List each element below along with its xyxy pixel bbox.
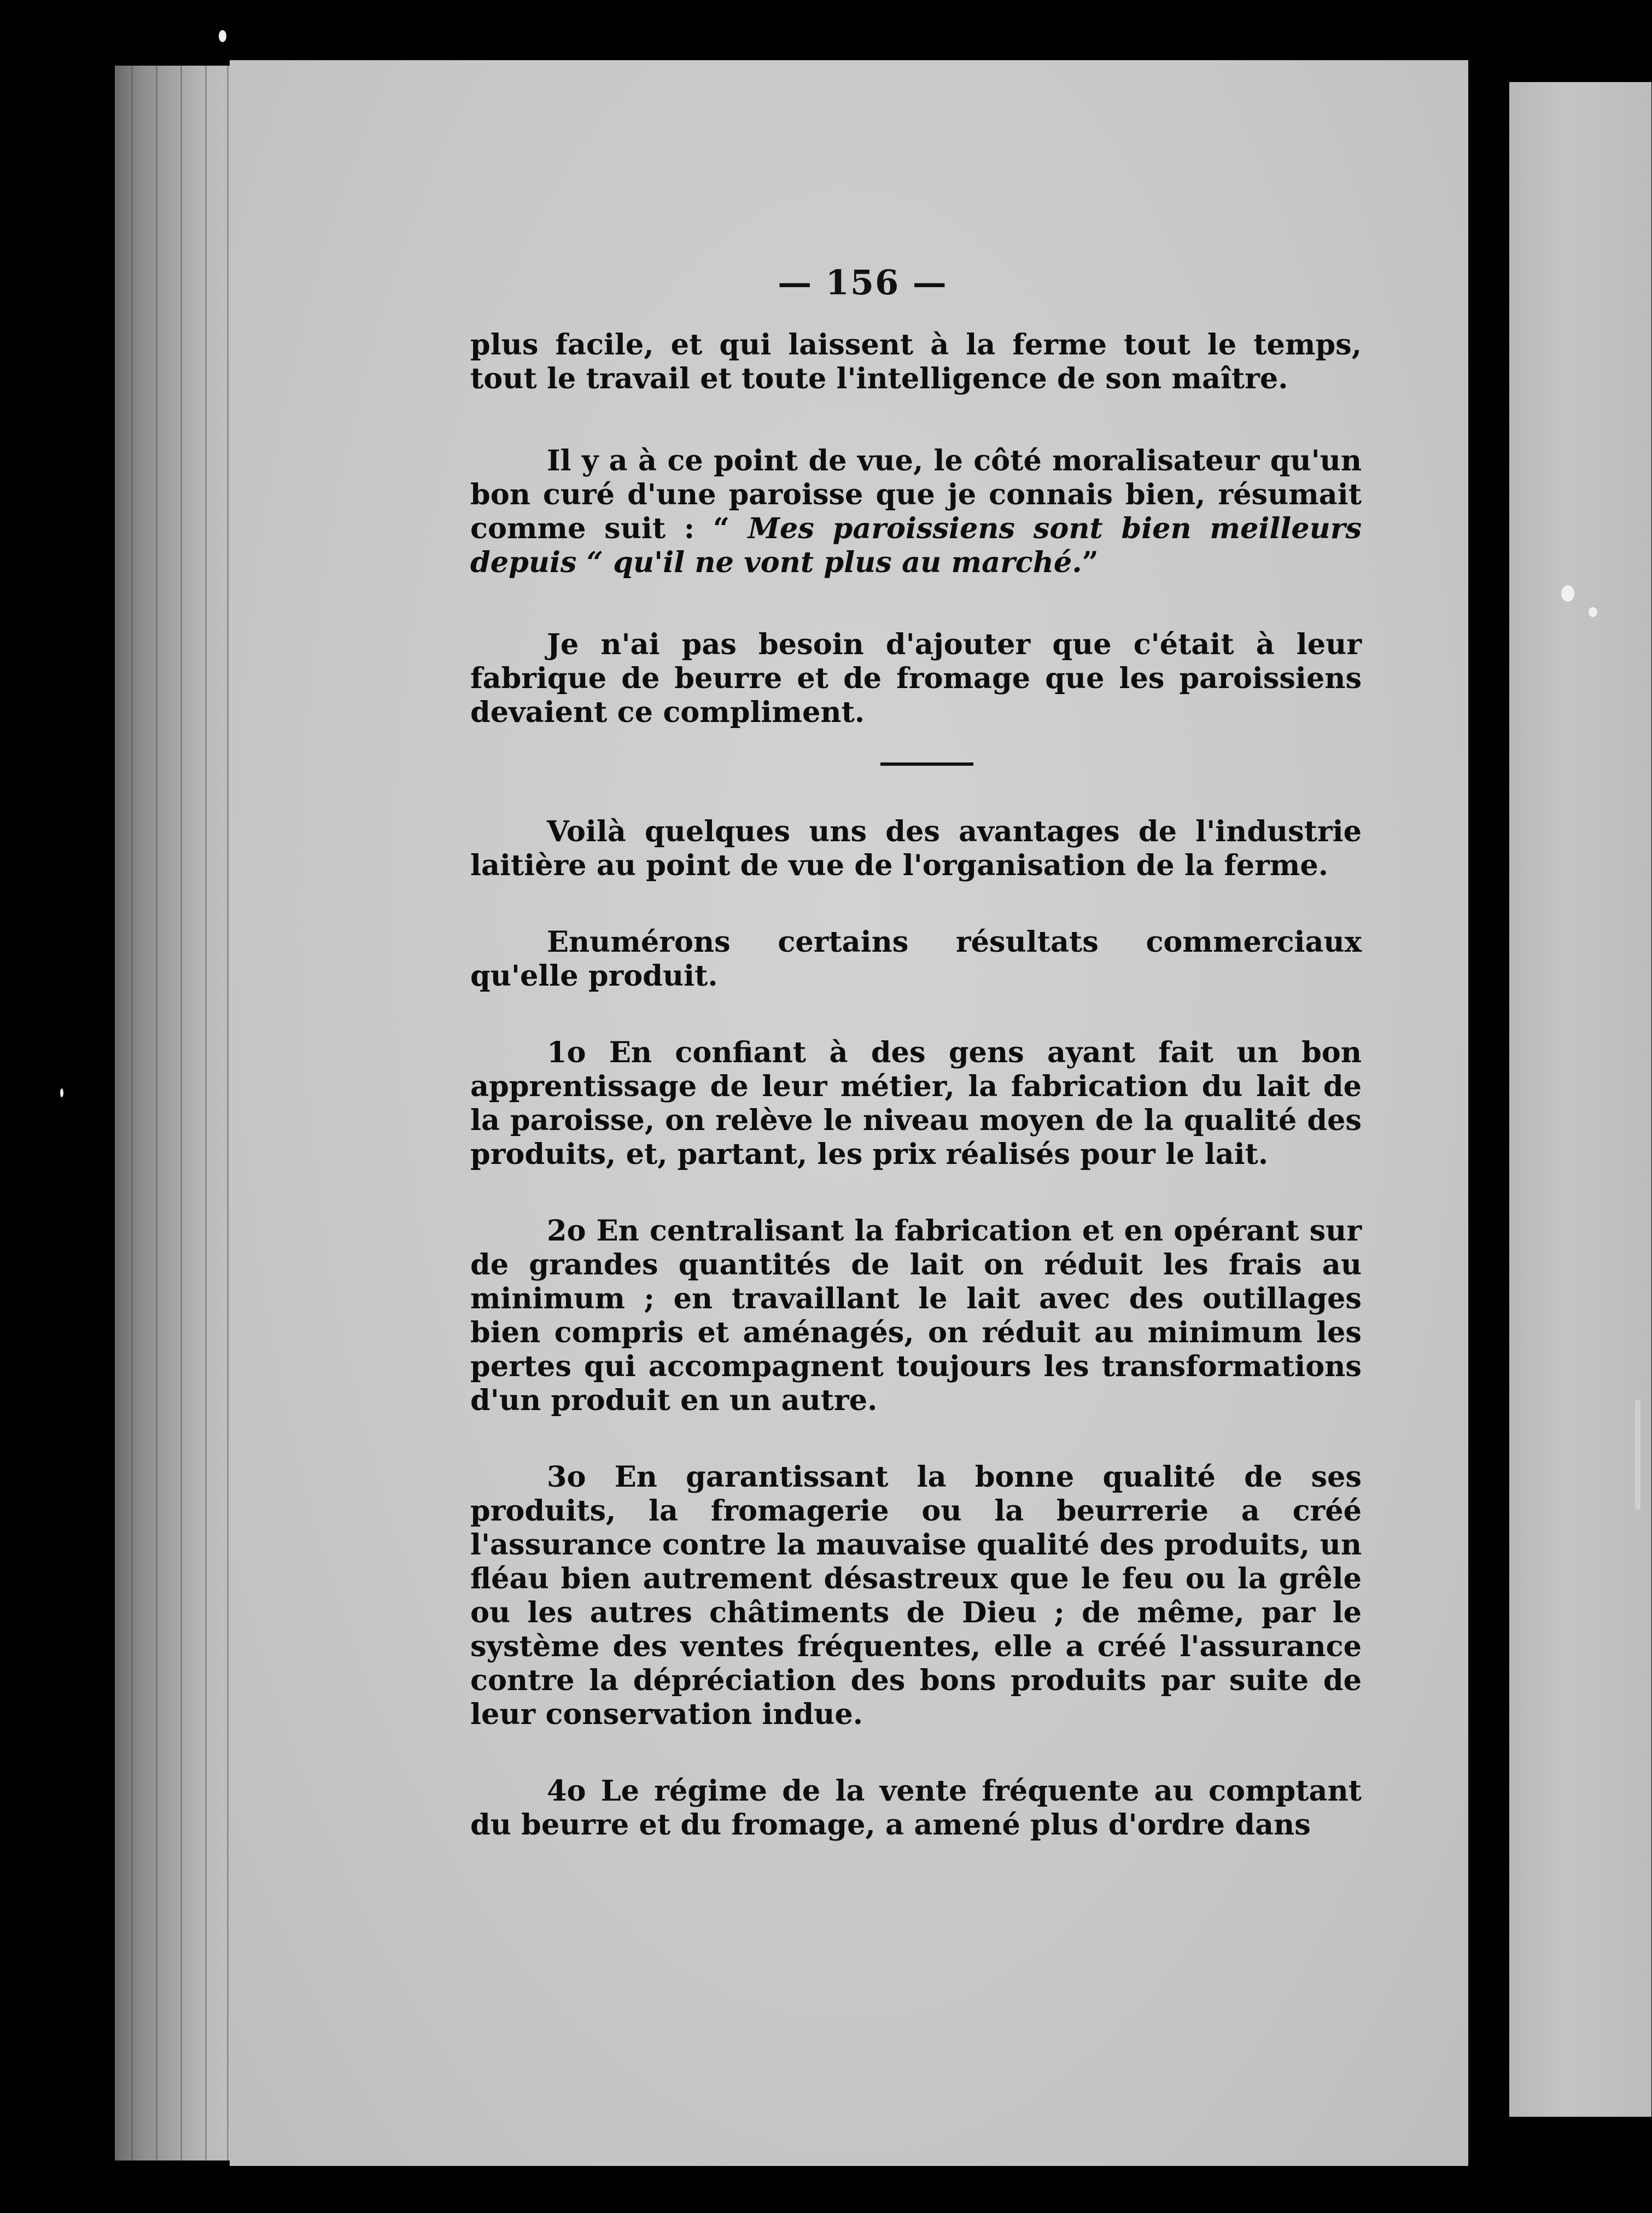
paragraph-9: 4o Le régime de la vente fréquente au comptant du beurre et du fromage, a amené plus d'ordre dans bbox=[470, 1774, 1362, 1842]
paragraph-6: 1o En confiant à des gens ayant fait un bon apprentissage de leur métier, la fabrication du lait de la paroisse, on relève le niveau moyen de la qualité des produits, et, partant, les prix réalisés pour le lait. bbox=[470, 1036, 1362, 1171]
book-page bbox=[230, 60, 1468, 2166]
paragraph-2 bbox=[470, 444, 1362, 580]
paragraph-7: 2o En centralisant la fabrication et en opérant sur de grandes quantités de lait on réduit les frais au minimum ; en travaillant le lait avec des outillages bien compris et aménagés, on réduit au minimum les pertes qui accompagnent toujours les transformations d'un produit en un autre. bbox=[470, 1214, 1362, 1417]
page-text bbox=[470, 328, 1362, 1842]
paragraph-2-tail: ” bbox=[1082, 546, 1099, 579]
section-divider bbox=[880, 762, 973, 766]
page-number: — 156 — bbox=[778, 263, 948, 302]
paragraph-2-quote: Mes paroissiens sont bien meilleurs depuis “ qu'il ne vont plus au marché. bbox=[470, 512, 1362, 579]
paragraph-1: plus facile, et qui laissent à la ferme tout le temps, tout le travail et toute l'intelligence de son maître. bbox=[470, 328, 1362, 395]
paragraph-4: Voilà quelques uns des avantages de l'industrie laitière au point de vue de l'organisation de la ferme. bbox=[470, 815, 1362, 882]
facing-page-edge bbox=[1509, 82, 1651, 2117]
page-edges bbox=[115, 66, 246, 2160]
paragraph-2-lead: Il y a à ce point de vue, le côté moralisateur qu'un bon curé d'une paroisse que je connais bien, résumait comme suit : “ bbox=[470, 444, 1362, 545]
paragraph-8: 3o En garantissant la bonne qualité de ses produits, la fromagerie ou la beurrerie a créé l'assurance contre la mauvaise qualité des produits, un fléau bien autrement désastreux que le feu ou la grêle ou les autres châtiments de Dieu ; de même, par le système des ventes fréquentes, elle a créé l'assurance contre la dépréciation des bons produits par suite de leur conservation indue. bbox=[470, 1460, 1362, 1731]
paragraph-3: Je n'ai pas besoin d'ajouter que c'était à leur fabrique de beurre et de fromage que les paroissiens devaient ce compliment. bbox=[470, 628, 1362, 729]
paragraph-5: Enumérons certains résultats commerciaux qu'elle produit. bbox=[470, 925, 1362, 993]
